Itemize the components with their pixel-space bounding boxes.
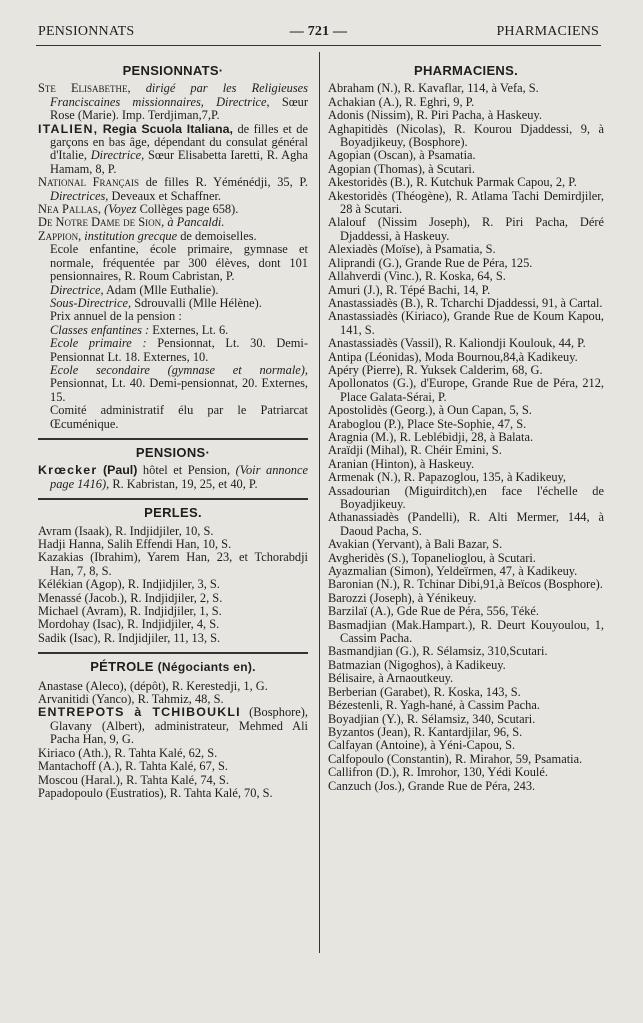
column-divider	[319, 52, 320, 953]
page-number: — 721 —	[289, 24, 348, 39]
list-item: Arvanitidi (Yanco), R. Tahmiz, 48, S.	[38, 692, 224, 707]
entry-desc: hôtel et Pension,	[142, 463, 231, 478]
list-item: Basmadjian (Mak.Hampart.), R. Deurt Kouyoulou, 1, Cassim Pacha.	[328, 617, 604, 646]
zappion-primaire	[38, 337, 308, 364]
entry-national-francais	[38, 176, 308, 203]
list-item: Adonis (Nissim), R. Piri Pacha, à Haskeuy.	[328, 108, 542, 123]
list-item: Batmazian (Nigoghos), à Kadikeuy.	[328, 657, 506, 672]
list-item: Agopian (Oscan), à Psamatia.	[328, 148, 476, 163]
entry-name: ENTREPOTS à TCHIBOUKLI	[38, 705, 241, 720]
entry-desc-italic: dirigé par les Religieuses Franciscaines missionnaires, Directrice,	[50, 81, 308, 109]
zappion-director	[38, 284, 308, 297]
section-title-petrole	[38, 660, 308, 674]
entry-italien	[38, 123, 308, 177]
pharmaciens-list	[328, 82, 604, 793]
list-item: Anastassiadès (B.), R. Tcharchi Djaddessi, 91, à Cartal.	[328, 295, 603, 310]
list-item: Avram (Isaak), R. Indjidjiler, 10, S.	[38, 523, 214, 538]
section-rule	[38, 652, 308, 654]
list-item: Michael (Avram), R. Indjidjiler, 1, S.	[38, 604, 222, 619]
list-item: Calfopoulo (Constantin), R. Mirahor, 59, Psamatia.	[328, 751, 583, 766]
list-item: Achakian (A.), R. Eghri, 9, P.	[328, 94, 475, 109]
entry-name: De Notre Dame de Sion,	[38, 215, 165, 230]
list-item: Moscou (Haral.), R. Tahta Kalé, 74, S.	[38, 772, 229, 787]
list-item: Avakian (Yervant), à Bali Bazar, S.	[328, 537, 503, 552]
list-item: Armenak (N.), R. Papazoglou, 135, à Kadikeuy,	[328, 470, 566, 485]
entry-desc-2: R. Kabristan, 19, 25, et 40, P.	[112, 476, 258, 491]
entry-desc: (Bosphore), Glavany (Albert), administrateur, Mehmed Ali Pacha Han, 9, G.	[50, 705, 308, 747]
list-item: Papadopoulo (Eustratios), R. Tahta Kalé, 70, S.	[38, 785, 273, 800]
entry-desc: Sœur Rose (Marie). Imp. Terdjiman,7,P.	[50, 94, 308, 123]
list-item: Alalouf (Nissim Joseph), R. Piri Pacha, Déré Djaddessi, à Haskeuy.	[328, 215, 604, 243]
list-item: Agopian (Thomas), à Scutari.	[328, 161, 475, 176]
entry-name: ITALIEN,	[38, 121, 99, 136]
list-item: Apollonatos (G.), d'Europe, Grande Rue de Péra, 212, Place Galata-Sérai, P.	[328, 376, 604, 404]
entry-desc-bold: Regia Scuola Italiana,	[102, 121, 233, 136]
list-item: Kélékian (Agop), R. Indjidjiler, 3, S.	[38, 577, 220, 592]
list-item: Kazakias (Ibrahim), Yarem Han, 23, et Tchorabdji Han, 7, 8, S.	[38, 550, 308, 578]
list-item: Athanassiadès (Pandelli), R. Alti Mermer, 144, à Daoud Pacha, S.	[328, 510, 604, 538]
entry-name: Nea Pallas,	[38, 202, 102, 217]
zappion-paragraph: Ecole enfantine, école primaire, gymnase et normale, fréquentée par 300 élèves, dont 101 pensionnaires, R. Roum Cabristan, P.	[50, 242, 308, 284]
list-item: Byzantos (Jean), R. Kantardjilar, 96, S.	[328, 724, 523, 739]
list-item: Araboglou (P.), Place Ste-Sophie, 47, S.	[328, 416, 527, 431]
entry-kroecker	[38, 464, 308, 491]
label: Classes enfantines :	[50, 322, 150, 337]
value: Pensionnat, Lt. 30. Demi-Pensionnat Lt. 18. Externes, 10.	[50, 336, 308, 364]
label: Ecole primaire :	[50, 336, 147, 351]
list-item: Ayazmalian (Simon), Yeldeïrmen, 47, à Kadikeuy.	[328, 564, 578, 579]
entry-desc-italic: (Voyez	[104, 202, 137, 217]
entry-notre-dame	[38, 216, 308, 229]
section-title-pharmaciens: PHARMACIENS.	[414, 63, 518, 78]
entry-elisabethe	[38, 82, 308, 122]
value: Externes, Lt. 6.	[152, 322, 229, 337]
section-subtitle: (Négociants en).	[157, 660, 256, 675]
section-title-pensionnats: PENSIONNATS·	[122, 63, 224, 78]
list-item: Anastassiadès (Vassil), R. Kaliondji Koulouk, 44, P.	[328, 336, 586, 351]
list-item: Basmandjian (G.), R. Sélamsiz, 310,Scutari.	[328, 644, 548, 659]
value: Pensionnat, Lt. 40. Demi-pensionnat, 20. Externes, 15.	[50, 376, 308, 404]
entry-nea-pallas	[38, 203, 308, 216]
list-item: Hadji Hanna, Salih Effendi Han, 10, S.	[38, 537, 232, 551]
entry-name: Zappion,	[38, 228, 82, 243]
label: Ecole secondaire (gymnase et normale),	[50, 362, 308, 377]
list-item: Aghapitidès (Nicolas), R. Kourou Djaddessi, 9, à Boyadjikeuy, (Bosphore).	[328, 121, 604, 150]
list-item: Antipa (Léonidas), Moda Bournou,84,à Kadikeuy.	[328, 349, 578, 364]
list-item: Alexiadès (Moïse), à Psamatia, S.	[328, 242, 496, 257]
header-rule	[36, 45, 601, 46]
section-rule	[38, 438, 308, 440]
zappion-prix: Prix annuel de la pension :	[50, 309, 182, 324]
entry-desc-italic: Directrices,	[50, 188, 109, 203]
list-item: Akestoridès (B.), R. Kutchuk Parmak Capou, 2, P.	[328, 175, 577, 190]
entry-name: National Français	[38, 175, 140, 190]
running-head	[38, 24, 599, 44]
zappion-secondaire	[38, 364, 308, 404]
list-item: Bélisaire, à Arnaoutkeuy.	[328, 671, 454, 686]
list-item: Aliprandi (G.), Grande Rue de Péra, 125.	[328, 255, 533, 270]
section-rule	[38, 498, 308, 500]
zappion-sous-director	[38, 297, 308, 310]
list-item: Canzuch (Jos.), Grande Rue de Péra, 243.	[328, 778, 536, 793]
entry-name: Ste Elisabethe,	[38, 81, 131, 96]
list-item: Akestoridès (Théogène), R. Atlama Tachi Demirdjiler, 28 à Scutari.	[328, 188, 604, 217]
zappion-comite: Comité administratif élu par le Patriarcat Œcuménique.	[50, 403, 308, 431]
list-item: Menassé (Jacob.), R. Indjidjiler, 2, S.	[38, 590, 223, 605]
list-item: Anastase (Aleco), (dépôt), R. Kerestedji, 1, G.	[38, 678, 268, 693]
list-item: Calfayan (Antoine), à Yéni-Capou, S.	[328, 738, 516, 753]
list-item: Apéry (Pierre), R. Yuksek Calderim, 68, G.	[328, 362, 543, 377]
list-item: Aragnia (M.), R. Leblébidji, 28, à Balata.	[328, 429, 534, 444]
list-item: Barzilaï (A.), Gde Rue de Péra, 556, Téké.	[328, 604, 540, 619]
value: Adam (Mlle Euthalie).	[105, 282, 219, 297]
list-item: Kiriaco (Ath.), R. Tahta Kalé, 62, S.	[38, 745, 218, 760]
entry-zappion	[38, 230, 308, 243]
label: Sous-Directrice,	[50, 295, 132, 310]
list-item: Mordohay (Isac), R. Indjidjiler, 4, S.	[38, 617, 220, 632]
list-item: Avgheridès (S.), Topanelioglou, à Scutari.	[328, 550, 536, 565]
entry-desc-2: Deveaux et Schaffner.	[111, 188, 222, 203]
list-item: Berberian (Garabet), R. Koska, 143, S.	[328, 684, 521, 699]
list-item: Barozzi (Joseph), à Yénikeuy.	[328, 590, 477, 605]
value: Sdrouvalli (Mlle Hélène).	[134, 295, 262, 310]
list-item: Boyadjian (Y.), R. Sélamsiz, 340, Scutari.	[328, 711, 536, 726]
list-item: Allahverdi (Vinc.), R. Koska, 64, S.	[328, 269, 506, 284]
entry-desc-italic: à Pancaldi.	[167, 215, 225, 230]
list-item: Baronian (N.), R. Tchinar Dibi,91,à Beïcos (Bosphore).	[328, 577, 603, 592]
list-item: Sadik (Isac), R. Indjidjiler, 11, 13, S.	[38, 630, 221, 645]
list-item: Abraham (N.), R. Kavaflar, 114, à Vefa, S.	[328, 81, 539, 96]
entry-entrepots	[38, 706, 308, 746]
entry-desc: de demoiselles.	[180, 228, 257, 243]
list-item: Araïdji (Mihal), R. Chéir Emini, S.	[328, 443, 502, 458]
section-title-text: PÉTROLE	[90, 659, 154, 675]
list-item: Bézestenli, R. Yagh-hané, à Cassim Pacha.	[328, 698, 540, 713]
left-column	[38, 60, 308, 800]
entry-desc-italic: (Voir annonce page 1416),	[50, 463, 308, 491]
entry-name: Krœcker	[38, 463, 98, 478]
right-column	[328, 60, 604, 793]
header-right: PHARMACIENS	[496, 24, 599, 39]
zappion-classes	[38, 324, 308, 337]
entry-desc: de filles et de garçons en bas âge, dépendant du consulat général d'Italie,	[50, 121, 308, 163]
entry-desc-italic: Directrice,	[90, 148, 145, 163]
entry-desc: de filles R. Yéménédji, 35, P.	[145, 175, 309, 190]
section-title-pensions: PENSIONS·	[135, 444, 211, 460]
list-item: Anastassiadès (Kiriaco), Grande Rue de Koum Kapou, 141, S.	[328, 309, 604, 337]
entry-desc: Collèges page 658).	[139, 202, 239, 217]
list-item: Apostolidès (Georg.), à Oun Capan, 5, S.	[328, 403, 532, 418]
list-item: Amuri (J.), R. Tépé Bachi, 14, P.	[328, 282, 491, 297]
header-left: PENSIONNATS	[38, 24, 135, 39]
entry-desc-2: Sœur Elisabetta Iaretti, R. Agha Hamam, 8, P.	[50, 148, 308, 176]
list-item: Aranian (Hinton), à Haskeuy.	[328, 456, 475, 471]
list-item: Assadourian (Miguirditch),en face l'échelle de Boyadjikeuy.	[328, 483, 604, 511]
entry-first-name: (Paul)	[102, 463, 138, 478]
list-item: Callifron (D.), R. Imrohor, 130, Yédi Koulé.	[328, 765, 548, 780]
entry-desc-italic: institution grecque	[84, 228, 178, 243]
list-item: Mantachoff (A.), R. Tahta Kalé, 67, S.	[38, 759, 228, 774]
section-title-perles: PERLES.	[144, 505, 202, 521]
label: Directrice,	[50, 282, 104, 297]
